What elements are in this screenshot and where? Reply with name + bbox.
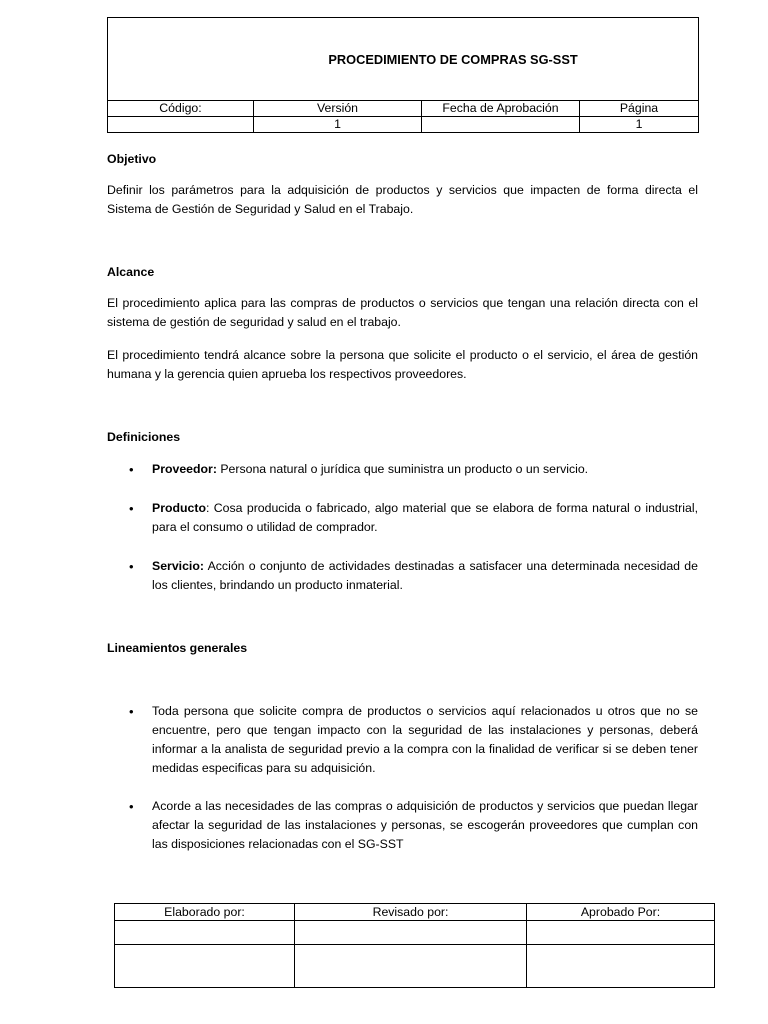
bullet-dot: • (129, 462, 134, 477)
bullet-dot: • (129, 501, 134, 516)
bullet-dot: • (129, 799, 134, 814)
heading-lineamientos: Lineamientos generales (107, 641, 248, 655)
approval-col-elaborado: Elaborado por: (115, 904, 295, 921)
approval-cell-elaborado[interactable] (115, 921, 295, 945)
definition-servicio: Acción o conjunto de actividades destinadas a satisfacer una determinada necesidad de los clientes, brindando un producto inmaterial. (152, 559, 698, 592)
header-value-version: 1 (254, 117, 422, 133)
header-value-pagina: 1 (580, 117, 699, 133)
approval-col-revisado: Revisado por: (295, 904, 527, 921)
document-title: PROCEDIMIENTO DE COMPRAS SG-SST (108, 18, 699, 101)
paragraph-alcance-2: El procedimiento tendrá alcance sobre la persona que solicite el producto o el servicio, el área de gestión humana y la gerencia quien aprueba los respectivos proveedores. (107, 348, 698, 381)
heading-objetivo: Objetivo (107, 152, 157, 166)
header-col-codigo: Código: (108, 101, 254, 117)
lineamiento-text-2: Acorde a las necesidades de las compras o adquisición de productos y servicios que puedan llegar afectar la seguridad de las instalaciones y personas, se escogerán proveedores que cumplan con las disposiciones relacionadas con el SG-SST (152, 799, 698, 851)
approval-cell-aprobado[interactable] (527, 921, 715, 945)
signature-cell-aprobado[interactable] (527, 945, 715, 988)
signature-cell-elaborado[interactable] (115, 945, 295, 988)
document-header-table (107, 17, 699, 133)
definition-proveedor: Persona natural o jurídica que suministra un producto o un servicio. (216, 462, 589, 476)
bullet-dot: • (129, 704, 134, 719)
header-col-fecha: Fecha de Aprobación (422, 101, 580, 117)
approval-table (114, 903, 715, 988)
definition-producto: : Cosa producida o fabricado, algo material que se elabora de forma natural o industrial, para el consumo o utilidad de comprador. (152, 501, 698, 534)
bullet-dot: • (129, 559, 134, 574)
approval-col-aprobado: Aprobado Por: (527, 904, 715, 921)
header-col-pagina: Página (580, 101, 699, 117)
header-value-codigo (108, 117, 254, 133)
paragraph-alcance-1: El procedimiento aplica para las compras de productos o servicios que tengan una relación directa con el sistema de gestión de seguridad y salud en el trabajo. (107, 296, 698, 329)
approval-cell-revisado[interactable] (295, 921, 527, 945)
term-servicio: Servicio: (152, 559, 204, 573)
header-col-version: Versión (254, 101, 422, 117)
signature-cell-revisado[interactable] (295, 945, 527, 988)
heading-alcance: Alcance (107, 265, 155, 279)
term-proveedor: Proveedor: (152, 462, 217, 476)
paragraph-objetivo: Definir los parámetros para la adquisición de productos y servicios que impacten de forma directa el Sistema de Gestión de Seguridad y Salud en el Trabajo. (107, 183, 698, 216)
heading-definiciones: Definiciones (107, 430, 181, 444)
term-producto: Producto (152, 501, 206, 515)
header-value-fecha (422, 117, 580, 133)
lineamiento-text-1: Toda persona que solicite compra de productos o servicios aquí relacionados u otros que no se encuentre, pero que tengan impacto con la seguridad de las instalaciones y personas, deberá informar a la analista de seguridad previo a la compra con la finalidad de verificar si se deben tener medidas especificas para su adquisición. (152, 704, 698, 775)
